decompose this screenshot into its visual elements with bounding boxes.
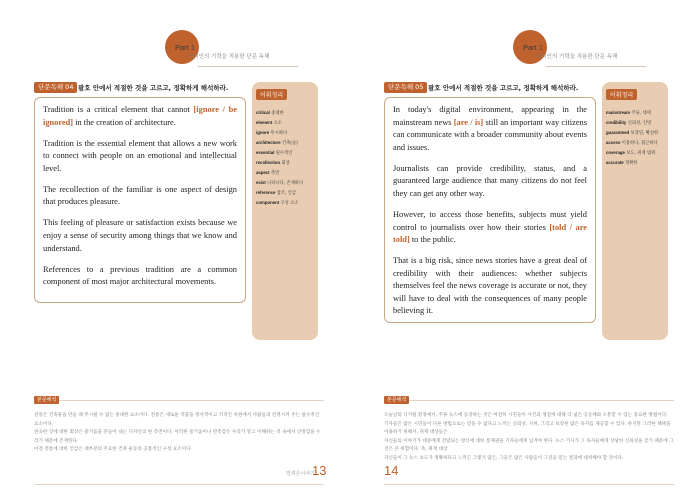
- vocab-item: [256, 148, 314, 158]
- vocab-meaning: 필수적인: [275, 151, 293, 156]
- vocab-item: [256, 108, 314, 118]
- vocab-meaning: 주류, 대세: [631, 111, 651, 116]
- passage-box: [34, 97, 246, 303]
- translation-line: 전통은 건축물을 만들 때 무시될 수 없는 중대한 요소이다. 전통은 새로운 작품을 정서적이고 지적인 차원에서 사람들과 연결시켜 주는 필수적인 요소이다.: [34, 413, 320, 427]
- vocab-item: [606, 108, 664, 118]
- vocab-word: ignore: [256, 130, 270, 135]
- answer-choice: [ignore / be ignored]: [43, 105, 237, 127]
- vocab-meaning: 건축(술): [281, 141, 298, 146]
- vocab-word: guaranteed: [606, 130, 630, 135]
- passage-text: In today's digital environment, appearing in the mainstream news: [393, 105, 587, 127]
- vocab-item: [256, 198, 314, 208]
- footer-rule: [34, 484, 324, 485]
- vocab-meaning: 회상: [281, 161, 290, 166]
- instruction: 괄호 안에서 적절한 것을 고르고, 정확하게 해석하라.: [78, 84, 229, 92]
- vocab-meaning: 요소: [273, 121, 282, 126]
- vocab-item: [256, 118, 314, 128]
- header-rule: [546, 66, 646, 67]
- vocab-item: [256, 138, 314, 148]
- vocab-word: essential: [256, 150, 275, 155]
- translation-line: 기자들은 많은 시민들이 다른 방법으로는 얻을 수 없다고 느끼는 신뢰성, 지위, 그리고 보장된 많은 독자를 제공할 수 있다. 하지만 그러한 혜택을 이용하기 위해서, 취재 대상들은: [384, 421, 671, 436]
- vocab-word: credibility: [606, 120, 627, 125]
- passage-text: in the creation of architecture.: [73, 117, 176, 127]
- vocab-word: recollection: [256, 160, 281, 165]
- vocab-word: aspect: [256, 170, 270, 175]
- vocab-panel: [252, 82, 318, 340]
- footer-rule: [384, 484, 674, 485]
- vocab-word: critical: [256, 110, 270, 115]
- vocab-meaning: 보도, 취재 범위: [626, 151, 656, 156]
- vocab-meaning: 참조, 언급: [276, 191, 297, 196]
- part-label: Part 1: [523, 43, 544, 52]
- passage-text: However, to access those benefits, subjects must yield control to journalists over how their stories: [393, 209, 587, 232]
- vocab-meaning: 나타나다, 존재하다: [267, 181, 304, 186]
- vocab-list: [606, 108, 664, 168]
- passage-paragraph: [43, 184, 237, 209]
- right-page: [350, 0, 700, 500]
- translation-line: 자신들의 이야기가 대중에게 전달되는 방식에 대한 통제권을 기자들에게 넘겨야 한다. 뉴스 기사가 그 독자들에게 상당한 신뢰성을 갖기 때문에 그것은 큰 위험이다. 즉, 취재 대상: [384, 438, 674, 453]
- vocab-item: [256, 128, 314, 138]
- vocab-meaning: 정확한: [625, 161, 638, 166]
- answer-choice: [are / is]: [453, 117, 484, 127]
- translation-line: 오늘날의 디지털 환경에서, 주류 뉴스에 등장하는 것은 여전히 시민들이 사건과 쟁점에 대해 더 넓은 공동체와 소통할 수 있는 중요한 방법이다.: [384, 413, 668, 418]
- vocab-word: coverage: [606, 150, 625, 155]
- vocab-word: exist: [256, 180, 266, 185]
- passage-paragraph: [393, 255, 587, 318]
- passage-text: to the public.: [409, 235, 456, 245]
- vocab-word: component: [256, 200, 280, 205]
- translation-line: 이전 전통에 대한 언급은 대부분의 주요한 건축 운동의 공통적인 구성 요소이다.: [34, 447, 193, 453]
- vocab-meaning: 신뢰성, 신빙: [627, 121, 652, 126]
- passage-paragraph: [43, 138, 237, 176]
- vocab-item: [606, 128, 664, 138]
- vocab-word: mainstream: [606, 110, 631, 115]
- passage-text: still an important way citizens can communicate with a broader community about events and issues.: [393, 117, 587, 152]
- vocab-meaning: 이용하다, 접근하다: [621, 141, 658, 146]
- vocab-item: [606, 138, 664, 148]
- passage-paragraph: [393, 163, 587, 201]
- part-subtitle: 어시인의 기력을 직용한 단문 독해: [188, 54, 270, 60]
- page-caption: 빌려온이야기: [286, 471, 315, 477]
- passage-text: Journalists can provide credibility, status, and a guaranteed large audience that many citizens do not feel they can get any other way.: [393, 163, 587, 198]
- vocab-item: [256, 158, 314, 168]
- vocab-item: [256, 168, 314, 178]
- section-badge: 단문독해 05: [384, 82, 427, 93]
- section-badge: 단문독해 04: [34, 82, 77, 93]
- page-number: 13: [312, 463, 327, 478]
- translation-text: [34, 412, 324, 455]
- translation-rule: [34, 400, 324, 401]
- vocab-word: accurate: [606, 160, 624, 165]
- vocab-meaning: 무시하다: [270, 131, 288, 136]
- instruction: 괄호 안에서 적절한 것을 고르고, 정확하게 해석하라.: [428, 84, 579, 92]
- vocab-word: architecture: [256, 140, 281, 145]
- translation-text: [384, 412, 674, 464]
- vocab-item: [606, 118, 664, 128]
- vocab-meaning: 측면: [271, 171, 280, 176]
- vocab-item: [606, 148, 664, 158]
- translation-line: 친숙한 것에 대한 회상은 즐거움을 만들어 내는 디자인의 한 측면이다. 이러한 즐거움이나 만족감은 우리가 알고 이해하는 것 속에서 안정감을 누리기 때문에 존재한다.: [34, 430, 321, 444]
- vocab-title: 어휘정리: [256, 89, 287, 100]
- vocab-item: [606, 158, 664, 168]
- vocab-list: [256, 108, 314, 208]
- answer-choice: [told / are told]: [393, 222, 587, 245]
- passage-paragraph: [393, 104, 587, 154]
- passage-text: This feeling of pleasure or satisfaction exists because we enjoy a sense of security among things that we know and understand.: [43, 218, 237, 253]
- part-label: Part 1: [175, 43, 196, 52]
- vocab-item: [256, 178, 314, 188]
- passage-text: Tradition is a critical element that cannot: [43, 105, 194, 114]
- translation-label: 본문해석: [34, 396, 59, 404]
- vocab-meaning: 보장된, 확실한: [630, 131, 659, 136]
- vocab-panel: [602, 82, 668, 340]
- passage-text: That is a big risk, since news stories have a great deal of credibility with their audiences: whether subjects themselves feel the news coverage is accurate or not, they will have to deal with the consequences of many people believing it.: [393, 256, 587, 316]
- vocab-meaning: 구성 요소: [280, 201, 299, 206]
- header-rule: [198, 66, 298, 67]
- page-number: 14: [384, 463, 399, 478]
- vocab-word: reference: [256, 190, 276, 195]
- passage-text: Tradition is the essential element that allows a new work to connect with people on an emotional and intellectual level.: [43, 138, 237, 173]
- vocab-meaning: 중대한: [271, 111, 284, 116]
- translation-rule: [384, 400, 674, 401]
- passage-box: [384, 97, 596, 323]
- passage-paragraph: [43, 104, 237, 129]
- passage-text: The recollection of the familiar is one aspect of design that produces pleasure.: [43, 184, 237, 207]
- translation-line: 자신들이 그 뉴스 보도가 정확하다고 느끼든 그렇지 않든, 그들은 많은 사람들이 그것을 믿는 결과에 대처해야 할 것이다.: [384, 455, 624, 461]
- translation-label: 본문해석: [384, 396, 409, 404]
- part-subtitle: 어시인의 기력을 직용한 단문 독해: [536, 54, 618, 60]
- vocab-word: access: [606, 140, 621, 145]
- passage-paragraph: [393, 209, 587, 247]
- vocab-item: [256, 188, 314, 198]
- vocab-word: element: [256, 120, 273, 125]
- passage-paragraph: [43, 264, 237, 289]
- passage-text: References to a previous tradition are a common component of most major architectural movements.: [43, 264, 237, 287]
- vocab-title: 어휘정리: [606, 89, 637, 100]
- passage-paragraph: [43, 217, 237, 255]
